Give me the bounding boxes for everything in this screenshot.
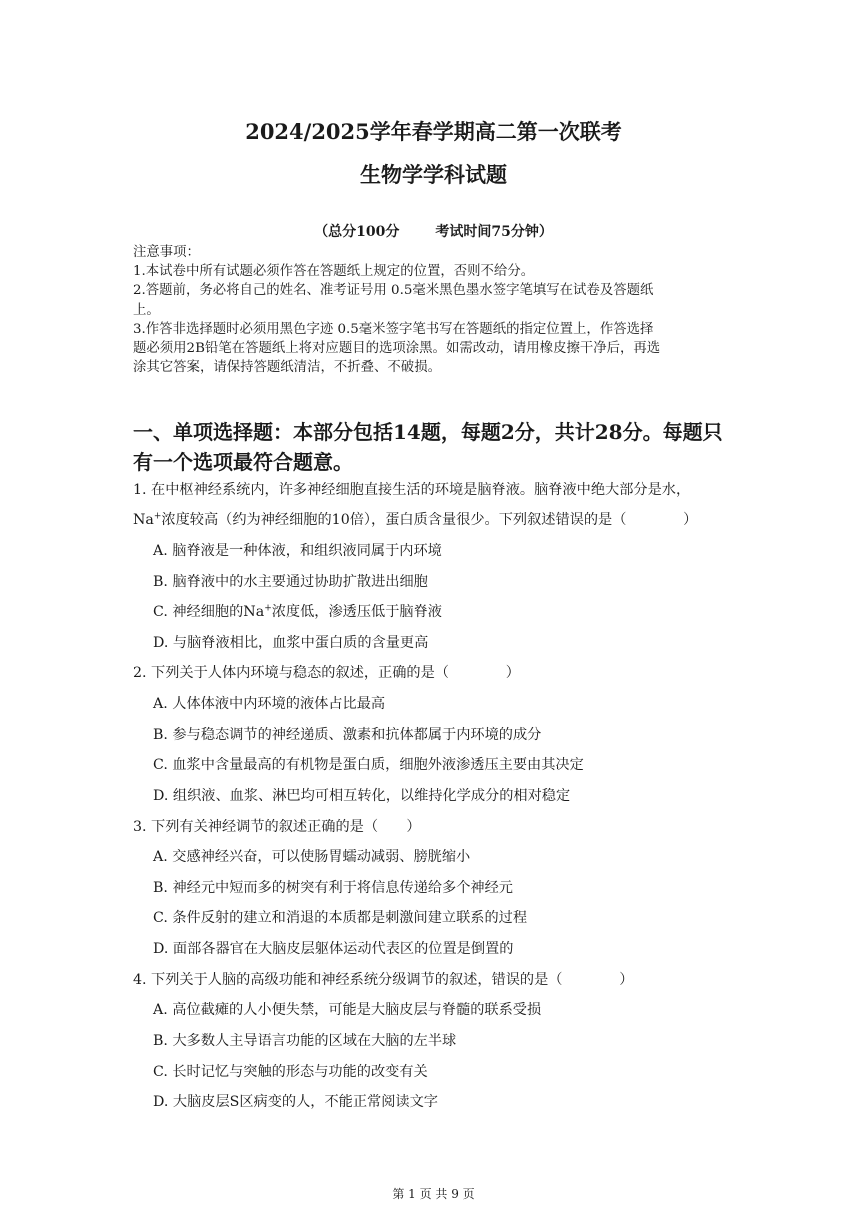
question-3-option-c: C. 条件反射的建立和消退的本质都是刺激间建立联系的过程 <box>153 910 528 926</box>
question-4-option-b: B. 大多数人主导语言功能的区域在大脑的左半球 <box>153 1033 457 1049</box>
notice-item-3-cont2: 涂其它答案，请保持答题纸清洁，不折叠、不破损。 <box>133 360 441 376</box>
question-1-stem: 1. 在中枢神经系统内，许多神经细胞直接生活的环境是脑脊液。脑脊液中绝大部分是水， <box>133 482 691 498</box>
notice-block <box>133 243 743 377</box>
option-c-tail: 浓度低，渗透压低于脑脊液 <box>271 604 442 620</box>
question-1-option-d: D. 与脑脊液相比，血浆中蛋白质的含量更高 <box>153 635 429 651</box>
question-1-stem-tail: 浓度较高（约为神经细胞的10倍），蛋白质含量很少。下列叙述错误的是（ ） <box>161 512 698 528</box>
option-c-head: C. 神经细胞的Na <box>153 604 265 620</box>
question-1-option-a: A. 脑脊液是一种体液，和组织液同属于内环境 <box>153 543 442 559</box>
question-3-option-d: D. 面部各器官在大脑皮层躯体运动代表区的位置是倒置的 <box>153 941 514 957</box>
notice-heading: 注意事项： <box>133 245 200 260</box>
question-2-option-b: B. 参与稳态调节的神经递质、激素和抗体都属于内环境的成分 <box>153 727 542 743</box>
exam-subtitle: 生物学学科试题 <box>360 162 507 187</box>
section-heading-line-1: 一、单项选择题：本部分包括14题，每题2分，共计28分。每题只 <box>133 420 723 444</box>
page-footer: 第 1 页 共 9 页 <box>392 1187 475 1201</box>
exam-meta <box>0 221 867 241</box>
question-1-option-b: B. 脑脊液中的水主要通过协助扩散进出细胞 <box>153 574 428 590</box>
question-2-option-d: D. 组织液、血浆、淋巴均可相互转化，以维持化学成分的相对稳定 <box>153 788 571 804</box>
question-2-option-a: A. 人体体液中内环境的液体占比最高 <box>153 696 386 712</box>
section-heading-line-2: 有一个选项最符合题意。 <box>133 450 353 474</box>
question-4-option-c: C. 长时记忆与突触的形态与功能的改变有关 <box>153 1064 428 1080</box>
question-2-stem: 2. 下列关于人体内环境与稳态的叙述，正确的是（ ） <box>133 665 520 681</box>
total-score: （总分100分 <box>314 224 400 240</box>
question-4-option-d: D. 大脑皮层S区病变的人，不能正常阅读文字 <box>153 1094 438 1110</box>
exam-time: 考试时间75分钟） <box>435 224 553 240</box>
exam-title: 2024/2025学年春学期高二第一次联考 <box>245 119 622 144</box>
question-1-option-c <box>153 601 442 621</box>
question-2-option-c: C. 血浆中含量最高的有机物是蛋白质，细胞外液渗透压主要由其决定 <box>153 757 584 773</box>
charge-superscript: + <box>264 603 272 614</box>
notice-item-2: 2.答题前，务必将自己的姓名、准考证号用 0.5毫米黑色墨水签字笔填写在试卷及答题纸 <box>133 283 654 299</box>
sodium-symbol: Na <box>133 512 154 528</box>
question-3-option-a: A. 交感神经兴奋，可以使肠胃蠕动减弱、膀胱缩小 <box>153 849 471 865</box>
question-1-stem-cont <box>133 509 697 529</box>
question-4-stem: 4. 下列关于人脑的高级功能和神经系统分级调节的叙述，错误的是（ ） <box>133 972 634 988</box>
question-4-option-a: A. 高位截瘫的人小便失禁，可能是大脑皮层与脊髓的联系受损 <box>153 1002 542 1018</box>
notice-item-3: 3.作答非选择题时必须用黑色字迹 0.5毫米签字笔书写在答题纸的指定位置上，作答选择 <box>133 321 654 337</box>
question-3-stem: 3. 下列有关神经调节的叙述正确的是（ ） <box>133 819 421 835</box>
charge-superscript: + <box>153 511 162 522</box>
notice-item-1: 1.本试卷中所有试题必须作答在答题纸上规定的位置，否则不给分。 <box>133 264 535 280</box>
section-heading <box>133 417 753 477</box>
notice-item-2-cont: 上。 <box>133 302 160 318</box>
question-3-option-b: B. 神经元中短而多的树突有利于将信息传递给多个神经元 <box>153 880 513 896</box>
notice-item-3-cont: 题必须用2B铅笔在答题纸上将对应题目的选项涂黑。如需改动，请用橡皮擦干净后，再选 <box>133 341 661 357</box>
